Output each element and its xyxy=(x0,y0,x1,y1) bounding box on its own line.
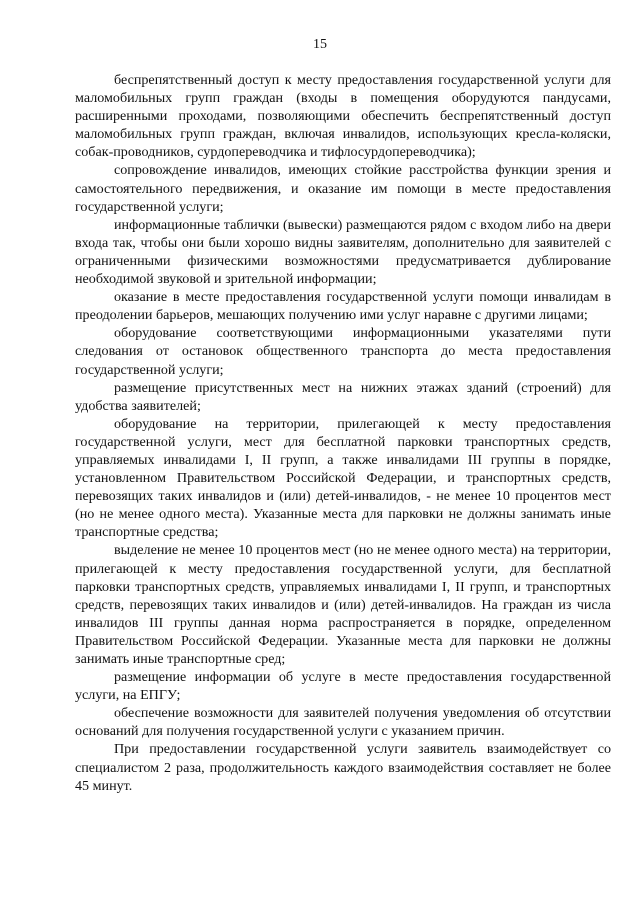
paragraph-parking-equipment: оборудование на территории, прилегающей к месту предоставления государственной услуги, мест для бесплатной парковки транспортных средств, управляемых инвалидами I, II групп, а также инвалидами III группы в порядке, установленном Правительством Российской Федерации, и транспортных средств, перевозящих таких инвалидов и (или) детей-инвалидов, - не менее 10 процентов мест (но не менее одного места). Указанные места для парковки не должны занимать иные транспортные средства; xyxy=(75,415,611,541)
paragraph-barrier-assistance: оказание в месте предоставления государственной услуги помощи инвалидам в преодолении барьеров, мешающих получению ими услуг наравне с другими лицами; xyxy=(75,289,611,324)
paragraph-escort-disabled: сопровождение инвалидов, имеющих стойкие расстройства функции зрения и самостоятельного передвижения, и оказание им помощи в месте предоставления государственной услуги; xyxy=(75,162,611,215)
paragraph-parking-allocation: выделение не менее 10 процентов мест (но не менее одного места) на территории, прилегающей к месту предоставления государственной услуги, для бесплатной парковки транспортных средств, управляемых инвалидами I, II групп, и транспортных средств, перевозящих таких инвалидов и (или) детей-инвалидов. На граждан из числа инвалидов III группы данная норма распространяется в порядке, определенном Правительством Российской Федерации. Указанные места для парковки не должны занимать иные транспортные сред; xyxy=(75,542,611,667)
paragraph-ground-floor-placement: размещение присутственных мест на нижних этажах зданий (строений) для удобства заявителей; xyxy=(75,379,611,414)
paragraph-route-signs: оборудование соответствующими информационными указателями пути следования от остановок общественного транспорта до места предоставления государственной услуги; xyxy=(75,325,611,378)
paragraph-epgu-information: размещение информации об услуге в месте предоставления государственной услуги, на ЕПГУ; xyxy=(75,669,611,704)
paragraph-refusal-notification: обеспечение возможности для заявителей получения уведомления об отсутствии оснований для получения государственной услуги с указанием причин. xyxy=(75,705,611,740)
paragraph-information-signs: информационные таблички (вывески) размещаются рядом с входом либо на двери входа так, чтобы они были хорошо видны заявителям, дополнительно для заявителей с ограниченными физическими возможностями предусматривается дублирование необходимой звуковой и зрительной информации; xyxy=(75,216,611,288)
document-body xyxy=(75,71,611,795)
page-number: 15 xyxy=(313,37,327,52)
paragraph-accessibility-access: беспрепятственный доступ к месту предоставления государственной услуги для маломобильных групп граждан (входы в помещения оборудуются пандусами, расширенными проходами, позволяющими обеспечить беспрепятственный доступ маломобильных групп граждан, включая инвалидов, использующих кресла-коляски, собак-проводников, сурдопереводчика и тифлосурдопереводчика); xyxy=(75,72,611,161)
paragraph-interaction-duration: При предоставлении государственной услуги заявитель взаимодействует со специалистом 2 раза, продолжительность каждого взаимодействия составляет не более 45 минут. xyxy=(75,741,611,794)
